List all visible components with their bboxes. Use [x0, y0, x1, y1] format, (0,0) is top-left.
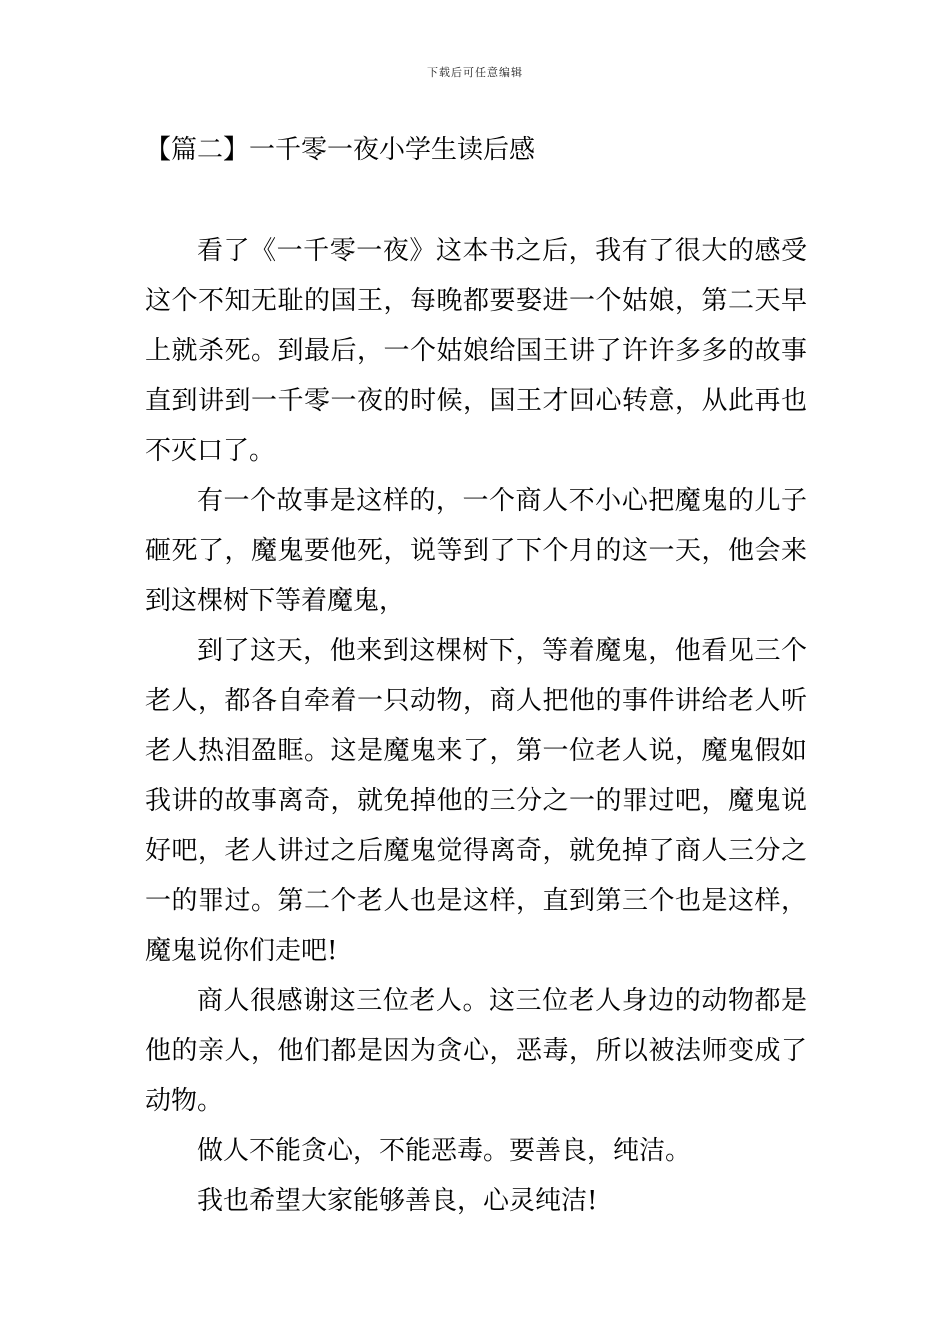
- paragraph: 到了这天，他来到这棵树下，等着魔鬼，他看见三个老人，都各自牵着一只动物，商人把他的事件讲给老人听老人热泪盈眶。这是魔鬼来了，第一位老人说，魔鬼假如我讲的故事离奇，就免掉他的三分之一的罪过吧，魔鬼说好吧，老人讲过之后魔鬼觉得离奇，就免掉了商人三分之一的罪过。第二个老人也是这样，直到第三个也是这样，魔鬼说你们走吧!: [145, 636, 807, 966]
- header-note: 下载后可任意编辑: [427, 66, 523, 79]
- paragraph: 我也希望大家能够善良，心灵纯洁!: [197, 1186, 598, 1216]
- paragraph: 商人很感谢这三位老人。这三位老人身边的动物都是他的亲人，他们都是因为贪心，恶毒，所以被法师变成了动物。: [145, 986, 807, 1116]
- document-title: 【篇二】一千零一夜小学生读后感: [145, 135, 536, 165]
- paragraph: 有一个故事是这样的，一个商人不小心把魔鬼的儿子砸死了，魔鬼要他死，说等到了下个月的这一天，他会来到这棵树下等着魔鬼，: [145, 486, 807, 616]
- paragraph: 做人不能贪心，不能恶毒。要善良，纯洁。: [197, 1136, 692, 1166]
- document-body: [145, 226, 807, 1226]
- paragraph: 看了《一千零一夜》这本书之后，我有了很大的感受这个不知无耻的国王，每晚都要娶进一个姑娘，第二天早上就杀死。到最后，一个姑娘给国王讲了许许多多的故事直到讲到一千零一夜的时候，国王才回心转意，从此再也不灭口了。: [145, 236, 807, 466]
